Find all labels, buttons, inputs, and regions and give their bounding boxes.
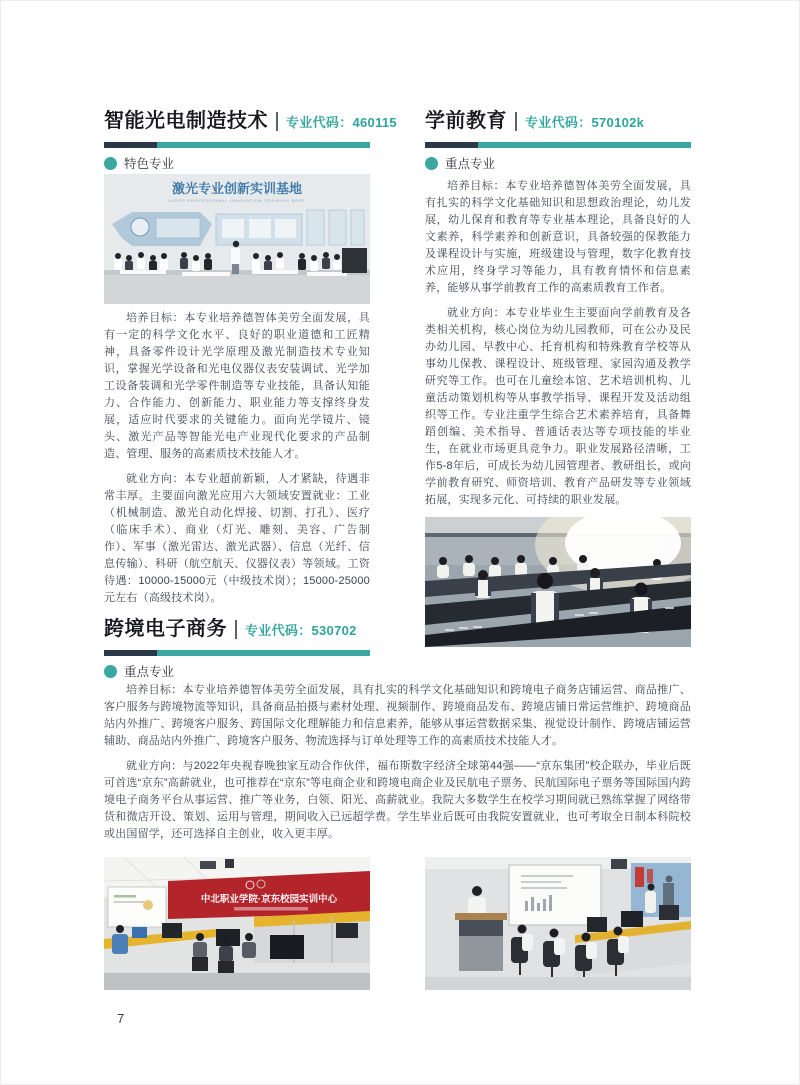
objective-paragraph: 培养目标：本专业培养德智体美劳全面发展，具有一定的科学文化水平、良好的职业道德和工匠精神，具备零件设计光学原理及激光制造技术专业知识，掌握光学设备和光电仪器仪表安装调试、光学加工设备装调和光学零件制造等专业技能，具备认知能力、合作能力、创新能力、职业能力等支撑终身发展，适应时代要求的关键能力。面向光学镜片、镜头、激光产品等智能光电产业现代化要求的产品制造、管理、服务的高素质技术技能人才。	[104, 312, 370, 460]
major-header	[425, 107, 691, 135]
major-code: 专业代码：460115	[286, 114, 397, 130]
badge-dot-icon	[104, 157, 117, 170]
header-underline-bar	[104, 142, 370, 148]
photo-laser-training-base	[104, 174, 370, 304]
banner-slogan-blur	[234, 907, 308, 911]
objective-paragraph: 培养目标：本专业培养德智体美劳全面发展，具有扎实的科学文化基础知识和跨境电子商务店铺运营、商品推广、客户服务与跨境物流等知识，具备商品拍摄与素材处理、视频制作、跨境商品发布、跨境店铺日常运营维护、跨境商品站内外推广、跨境客户服务、跨国际文化理解能力和信息素养，能够从事运营数据采集、视觉设计制作、跨境店铺运营辅助、商品站内外推广、跨境客户服务、物流选择与订单处理等工作的高素质技术技能人才。	[104, 684, 691, 747]
badge-label: 重点专业	[445, 157, 496, 171]
title-divider	[276, 112, 278, 131]
employment-paragraph: 就业方向：本专业超前新颖，人才紧缺，待遇非常丰厚。主要面向激光应用六大领域安置就业：工业（机械制造、激光自动化焊接、切割、打孔）、医疗（临床手术）、商业（灯光、雕刻、美容、广告制作）、军事（激光雷达、激光武器）、信息（光纤、信息传输）、科研（航空航天、仪器仪表）等领域。工资待遇：10000-15000元（中级技术岗）；15000-25000元左右（高级技术岗）。	[104, 473, 370, 604]
projector	[611, 859, 627, 869]
employment-paragraph: 就业方向：与2022年央视春晚独家互动合作伙伴，福布斯数字经济全球第44强——“京东集团”校企联办，毕业后既可首选“京东”高薪就业，也可推荐在“京东”等电商企业和跨境电商企业及民航电子票务、民航国际电子票务等国际国内跨境电子商务平台从事运营、推广等业务，白领、阳光、高薪就业。我院大多数学生在校学习期间就已熟练掌握了网络带货和微店开设、策划、运用与管理，期间收入已远超学费。学生毕业后既可由我院安置就业，也可考取全日制本科院校或出国留学，还可选择自主创业，收入更丰厚。	[104, 760, 691, 840]
title-divider	[515, 112, 517, 131]
major-section-preschool	[425, 107, 691, 647]
title-divider	[235, 620, 237, 639]
header-underline-bar	[425, 142, 691, 148]
badge-label: 特色专业	[124, 157, 175, 171]
major-title: 智能光电制造技术	[104, 110, 268, 132]
major-code: 专业代码：530702	[245, 622, 357, 638]
badge-dot-icon	[104, 665, 117, 678]
banner-text: 中北职业学院·京东校园实训中心	[200, 894, 338, 905]
major-title: 学前教育	[425, 110, 507, 132]
major-header	[104, 615, 370, 656]
objective-paragraph: 培养目标：本专业培养德智体美劳全面发展，具有扎实的科学文化基础知识和思想政治理论，幼儿发展，幼儿保育和教育等专业基本理论，具备良好的人文素养，科学素养和创新意识，具备较强的保教能力及课程设计与实施，班级建设与管理，数字化教育技术应用，终身学习等能力，具有教育情怀和信息素养，能够从事学前教育工作的高素质教育工作者。	[425, 180, 691, 294]
employment-paragraph: 就业方向：本专业毕业生主要面向学前教育及各类相关机构，核心岗位为幼儿园教师，可在公办及民办幼儿园、早教中心、托育机构和特殊教育学校等从事幼儿保教、课程设计、班级管理、家园沟通及教学研究等工作。也可在儿童绘本馆、艺术培训机构、儿童活动策划机构等从事教学指导、课程开发及活动组织等工作。专业注重学生综合艺术素养培育，具备舞蹈创编、美术指导、普通话表达等专项技能的毕业生，在就业市场更具竞争力。职业发展路径清晰，工作5-8年后，可成长为幼儿园管理者、教研组长，或向学前教育研究、师资培训、教育产品研发等专业领域拓展，实现多元化、可持续的职业发展。	[425, 307, 691, 506]
badge-dot-icon	[425, 157, 438, 170]
major-badge	[104, 156, 370, 170]
underline-bar-dark-segment	[425, 142, 478, 148]
major-badge	[104, 664, 691, 678]
underline-bar-dark-segment	[104, 142, 157, 148]
podium-top	[455, 913, 507, 920]
major-badge	[425, 156, 691, 170]
underline-bar-dark-segment	[104, 650, 157, 656]
equipment-cabinet	[342, 248, 367, 273]
page-number: 7	[117, 1011, 125, 1026]
major-header	[104, 107, 397, 135]
photo-row	[104, 857, 691, 990]
projection-screen	[509, 865, 601, 925]
header-underline-bar	[104, 650, 370, 656]
projection-screen	[108, 887, 166, 927]
photo-jd-training-center	[104, 857, 370, 990]
photo-banner-text: 激光专业创新实训基地	[171, 181, 303, 196]
major-code: 专业代码：570102k	[525, 114, 645, 130]
major-title: 跨境电子商务	[104, 618, 227, 640]
major-section-ecommerce	[104, 615, 691, 990]
photo-lecture-classroom	[425, 857, 691, 990]
major-section-optoelectronics	[104, 107, 397, 607]
photo-banner-subtext: LASER PROFESSIONAL INNOVATION TRAINING BASE	[168, 198, 306, 203]
badge-label: 重点专业	[124, 665, 175, 679]
